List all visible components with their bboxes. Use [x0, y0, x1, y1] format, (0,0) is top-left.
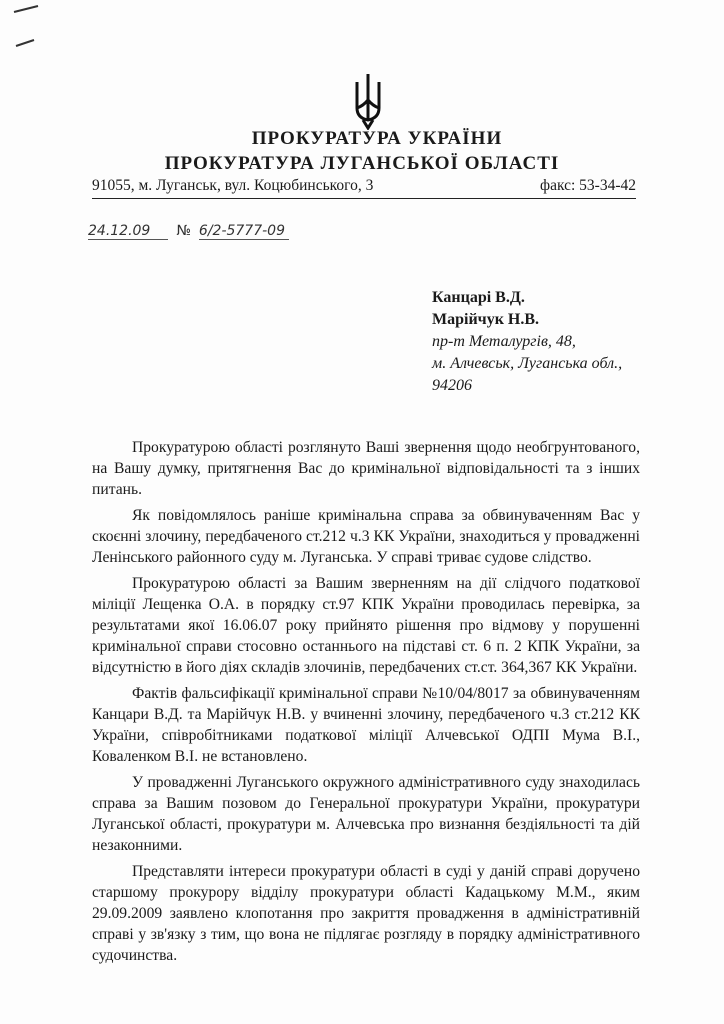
trident-emblem-icon — [353, 70, 383, 130]
body-paragraph: Фактів фальсифікації кримінальної справи №10/04/8017 за обвинуваченням Канцари В.Д. та Марійчук Н.В. у вчиненні злочину, передбаченого ч.3 ст.212 КК України, співробітниками податкової міліції Алчевської ОДПІ Мума В.І., Коваленком В.І. не встановлено. — [92, 685, 640, 765]
body-paragraph: У провадженні Луганського окружного адміністративного суду знаходилась справа за Вашим позовом до Генеральної прокуратури України, прокуратури Луганської області, прокуратури м. Алчевська про визнання бездіяльності та дій незаконними. — [92, 774, 640, 854]
body-paragraph: Прокуратурою області за Вашим зверненням на дії слідчого податкової міліції Лещенка О.А. в порядку ст.97 КПК України проводилась перевірка, за результатами якої 16.06.07 року прийнято рішення про відмову у порушенні кримінальної справи стосовно останнього на підставі ст. 6 п. 2 КПК України, за відсутністю в його діях складів злочинів, передбачених ст.ст. 364,367 КК України. — [92, 575, 640, 676]
recipient-address-line: 94206 — [432, 377, 472, 394]
body-paragraph: Представляти інтереси прокуратури області в суді у даній справі доручено старшому прокурору відділу прокуратури області Кадацькому М.М., яким 29.09.2009 заявлено клопотання про закриття провадження в адміністративній справі у зв'язку з тим, що вона не підлягає розгляду в порядку адміністративного судочинства. — [92, 863, 640, 964]
registration-number: 6/2-5777-09 — [199, 223, 289, 240]
recipient-name: Марійчук Н.В. — [432, 311, 540, 328]
org-title-ukraine: ПРОКУРАТУРА УКРАЇНИ — [251, 128, 503, 149]
body-paragraph: Прокуратурою області розглянуто Ваші звернення щодо необгрунтованого, на Вашу думку, притягнення Вас до кримінальної відповідальності та з інших питань. — [92, 439, 640, 498]
registration-number-label: № — [176, 223, 191, 239]
letter-body — [92, 437, 640, 971]
address-row — [92, 177, 636, 199]
registration-line — [88, 223, 289, 240]
recipient-address-line: пр-т Металургів, 48, — [432, 333, 576, 350]
registration-date: 24.12.09 — [88, 223, 168, 240]
pen-marks-icon — [12, 4, 52, 54]
body-paragraph: Як повідомлялось раніше кримінальна справа за обвинуваченням Вас у скоєнні злочину, передбаченого ст.212 ч.3 КК України, знаходиться у провадженні Ленінського районного суду м. Луганська. У справі триває судове слідство. — [92, 507, 640, 566]
recipient-address-line: м. Алчевськ, Луганська обл., — [432, 355, 623, 372]
recipient-block — [432, 287, 622, 397]
recipient-name: Канцарі В.Д. — [432, 289, 525, 306]
org-address: 91055, м. Луганськ, вул. Коцюбинського, 3 — [92, 177, 374, 194]
org-title-luhansk: ПРОКУРАТУРА ЛУГАНСЬКОЇ ОБЛАСТІ — [164, 153, 560, 174]
org-fax: факс: 53-34-42 — [540, 177, 636, 194]
